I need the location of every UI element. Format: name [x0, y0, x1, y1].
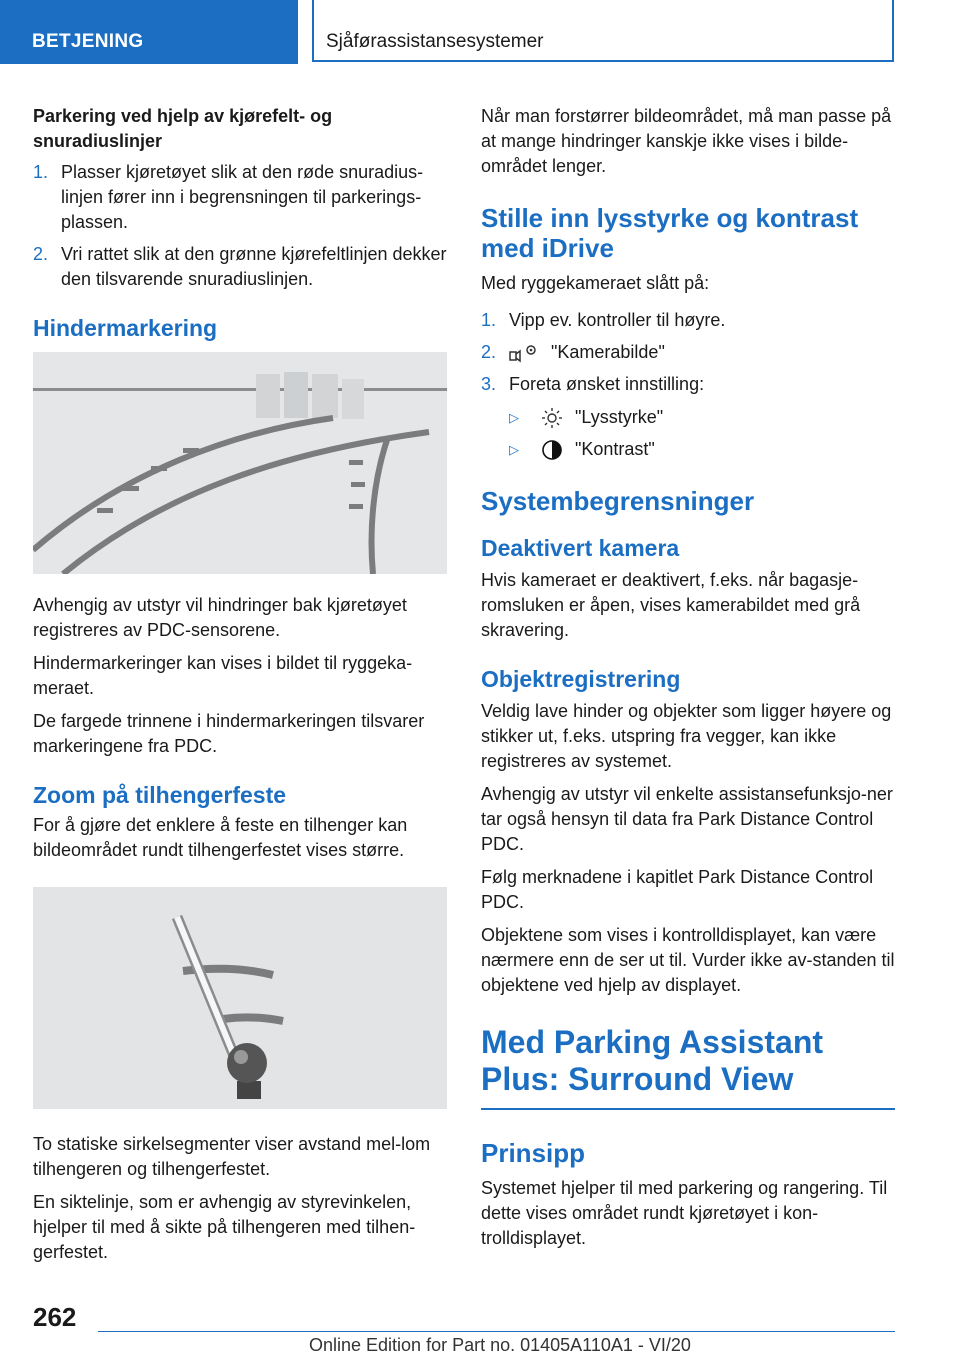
footer-rule: [98, 1331, 895, 1332]
contrast-icon: [541, 439, 563, 461]
obstacle-step-3: [312, 374, 338, 418]
brightness-icon: [541, 407, 563, 429]
paragraph: Når man forstørrer bildeområdet, må man passe på at mange hindringer kanskje ikke vises i bilde-området lenger.: [481, 106, 892, 176]
distance-mark-1: [183, 448, 199, 453]
paragraph: De fargede trinnene i hindermarkeringen tilsvarer markeringene fra PDC.: [33, 711, 425, 756]
obstacle-step-1: [256, 374, 280, 418]
step-number: 1.: [481, 310, 497, 330]
paragraph: Følg merknadene i kapitlet Park Distance Control PDC.: [481, 867, 874, 912]
step-text: Foreta ønsket innstilling:: [509, 374, 705, 394]
footer-text: Online Edition for Part no. 01405A110A1 - VI/20: [309, 1335, 691, 1355]
section-tab: [0, 0, 298, 64]
tow-hitch-zoom-figure: [33, 887, 447, 1109]
option-text: "Lysstyrke": [575, 407, 664, 427]
distance-mark-4: [97, 508, 113, 513]
paragraph: Hvis kameraet er deaktivert, f.eks. når bagasje-romsluken er åpen, vises kamerabildet med grå skravering.: [481, 570, 861, 640]
left-column: [33, 104, 447, 1273]
paragraph: For å gjøre det enklere å feste en tilhenger kan bildeområdet rundt tilhengerfestet vises større.: [33, 815, 408, 860]
list-item: [481, 308, 895, 333]
step-number: 2.: [33, 244, 49, 264]
paragraph: Objektene som vises i kontrolldisplayet, kan være nærmere enn de ser ut til. Vurder ikke av-standen til objektene ved hjelp av displayet.: [481, 925, 895, 995]
distance-mark-5: [349, 460, 363, 465]
right-column: [481, 104, 895, 1259]
paragraph: Hindermarkeringer kan vises i bildet til ryggeka-meraet.: [33, 653, 413, 698]
section-title: BETJENING: [32, 31, 144, 52]
list-item: [481, 405, 895, 430]
step-text: "Kamerabilde": [551, 342, 665, 362]
list-item: [33, 242, 447, 292]
heading-principle: Prinsipp: [481, 1138, 586, 1168]
circle-segment-inner: [223, 1017, 283, 1021]
heading-obstacle-marking: Hindermarkering: [33, 315, 218, 341]
heading-object-detection: Objektregistrering: [481, 666, 681, 692]
heading-brightness-contrast: Stille inn lysstyrke og kontrast med iDrive: [481, 203, 859, 263]
figure-background: [33, 352, 447, 574]
step-number: 3.: [481, 374, 497, 394]
bullet-marker: ▷: [509, 442, 519, 457]
distance-mark-7: [349, 504, 363, 509]
distance-mark-3: [123, 486, 139, 491]
heading-zoom: Zoom på tilhengerfeste: [33, 782, 287, 808]
list-item: [481, 340, 895, 365]
list-item: [33, 160, 447, 235]
chapter-tab: [312, 0, 894, 62]
obstacle-step-2: [284, 372, 308, 418]
setting-options: [481, 405, 895, 462]
paragraph: Med ryggekameraet slått på:: [481, 273, 710, 293]
bullet-marker: ▷: [509, 410, 519, 425]
obstacle-step-4: [342, 379, 364, 419]
heading-deactivated-camera: Deaktivert kamera: [481, 535, 680, 561]
hitch-base: [237, 1081, 261, 1099]
option-text: "Kontrast": [575, 439, 655, 459]
parking-steps: [33, 160, 447, 292]
paragraph: Avhengig av utstyr vil hindringer bak kjøretøyet registreres av PDC-sensorene.: [33, 595, 407, 640]
list-item: [481, 437, 895, 462]
paragraph: En siktelinje, som er avhengig av styrevinkelen, hjelper til med å sikte på tilhengeren med tilhen-gerfestet.: [33, 1192, 416, 1262]
distance-mark-6: [351, 482, 365, 487]
brightness-steps: [481, 308, 895, 397]
distance-mark-2: [151, 466, 167, 471]
tow-ball: [227, 1043, 267, 1083]
chapter-title: Sjåførassistansesystemer: [326, 31, 544, 52]
section-divider: [481, 1108, 895, 1110]
paragraph: Systemet hjelper til med parkering og rangering. Til dette vises området rundt kjøretøyet i kon-trolldisplayet.: [481, 1178, 888, 1248]
step-text: Vipp ev. kontroller til høyre.: [509, 310, 726, 330]
paragraph: Avhengig av utstyr vil enkelte assistansefunksjo-ner tar også hensyn til data fra Park Distance Control PDC.: [481, 784, 893, 854]
heading-surround-view: Med Parking Assistant Plus: Surround View: [481, 1024, 824, 1097]
heading-system-limits: Systembegrensninger: [481, 486, 755, 516]
list-item: [481, 372, 895, 397]
step-text: Plasser kjøretøyet slik at den røde snuradius-linjen fører inn i begrensningen til parkerings-plassen.: [61, 162, 424, 232]
tow-ball-highlight: [234, 1050, 248, 1064]
camera-settings-icon: [509, 342, 539, 364]
step-text: Vri rattet slik at den grønne kjørefeltlinjen dekker den tilsvarende snuradiuslinjen.: [61, 244, 447, 289]
obstacle-marking-figure: [33, 352, 447, 574]
subheading-lane-lines: Parkering ved hjelp av kjørefelt- og snuradiuslinjer: [33, 106, 333, 151]
step-number: 1.: [33, 162, 49, 182]
horizon-line: [33, 388, 447, 391]
step-number: 2.: [481, 342, 497, 362]
paragraph: Veldig lave hinder og objekter som ligger høyere og stikker ut, f.eks. utspring fra vegger, kan ikke registreres av systemet.: [481, 701, 892, 771]
page-number: 262: [33, 1302, 77, 1332]
paragraph: To statiske sirkelsegmenter viser avstand mel-lom tilhengeren og tilhengerfestet.: [33, 1134, 431, 1179]
